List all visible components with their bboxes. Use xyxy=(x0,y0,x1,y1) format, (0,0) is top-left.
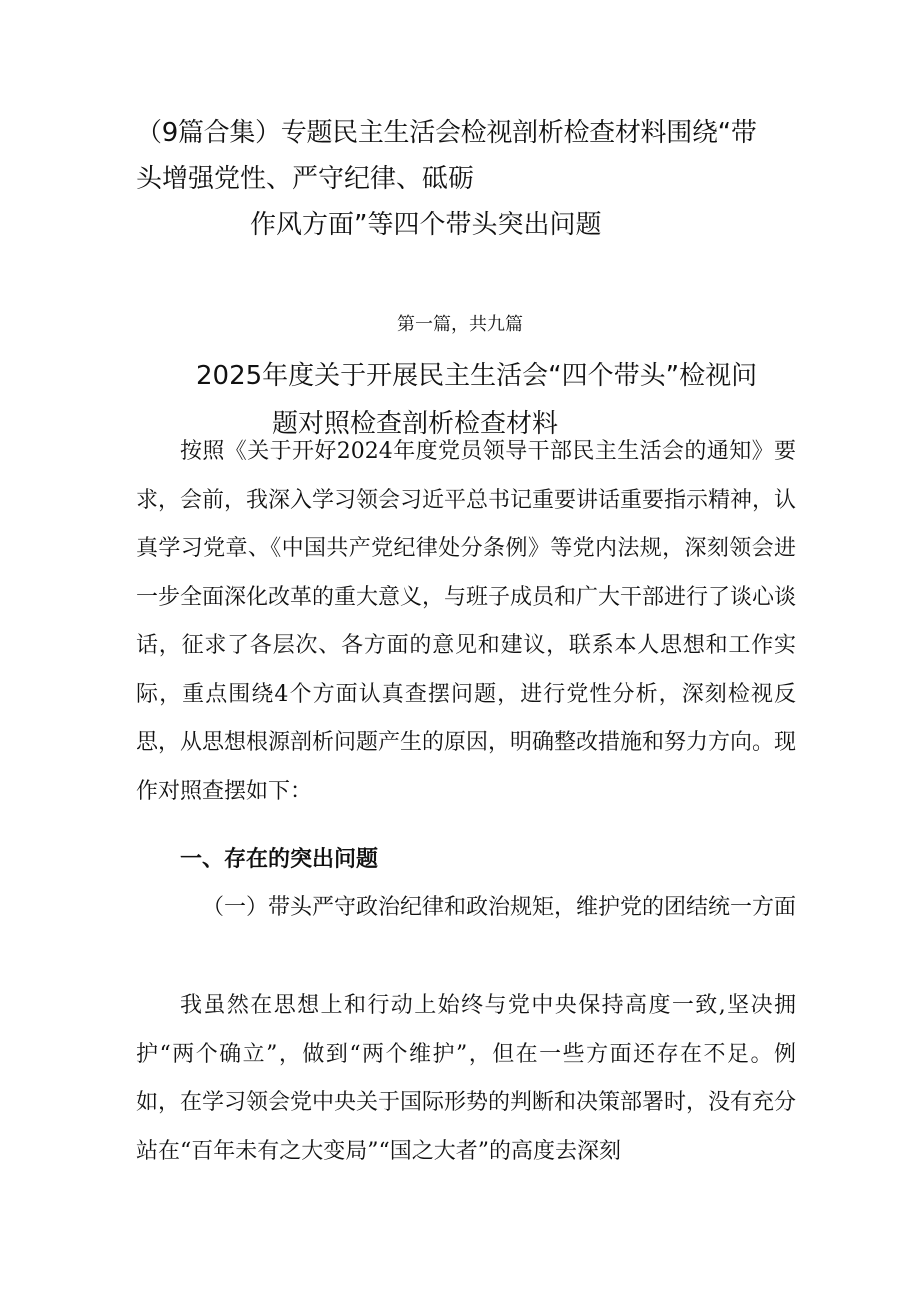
article-title-line-1: 2025年度关于开展民主生活会“四个带头”检视问 xyxy=(196,361,758,391)
section-heading: 一、存在的突出问题 xyxy=(180,846,379,872)
body-paragraph: 我虽然在思想上和行动上始终与党中央保持高度一致,坚决拥护“两个确立”，做到“两个维护”，但在一些方面还存在不足。例如，在学习领会党中央关于国际形势的判断和决策部署时，没有充分站在“百年未有之大变局”“国之大者”的高度去深刻 xyxy=(136,993,797,1164)
part-label: 第一篇，共九篇 xyxy=(397,314,523,335)
main-title-line-1: （9篇合集）专题民主生活会检视剖析检查材料围绕“带 xyxy=(136,118,757,148)
intro-paragraph: 按照《关于开好2024年度党员领导干部民主生活会的通知》要求，会前，我深入学习领会习近平总书记重要讲话重要指示精神，认真学习党章、《中国共产党纪律处分条例》等党内法规，深刻领会进一步全面深化改革的重大意义，与班子成员和广大干部进行了谈心谈话，征求了各层次、各方面的意见和建议，联系本人思想和工作实际，重点围绕4个方面认真查摆问题，进行党性分析，深刻检视反思，从思想根源剖析问题产生的原因，明确整改措施和努力方向。现作对照查摆如下： xyxy=(136,439,797,804)
main-title-line-2: 头增强党性、严守纪律、砥砺 xyxy=(136,164,475,194)
subsection-heading: （一）带头严守政治纪律和政治规矩，维护党的团结统一方面 xyxy=(202,895,797,920)
main-title-line-3: 作风方面”等四个带头突出问题 xyxy=(250,210,602,240)
main-title xyxy=(136,110,806,248)
article-title-line-2: 题对照检查剖析检查材料 xyxy=(272,409,559,439)
